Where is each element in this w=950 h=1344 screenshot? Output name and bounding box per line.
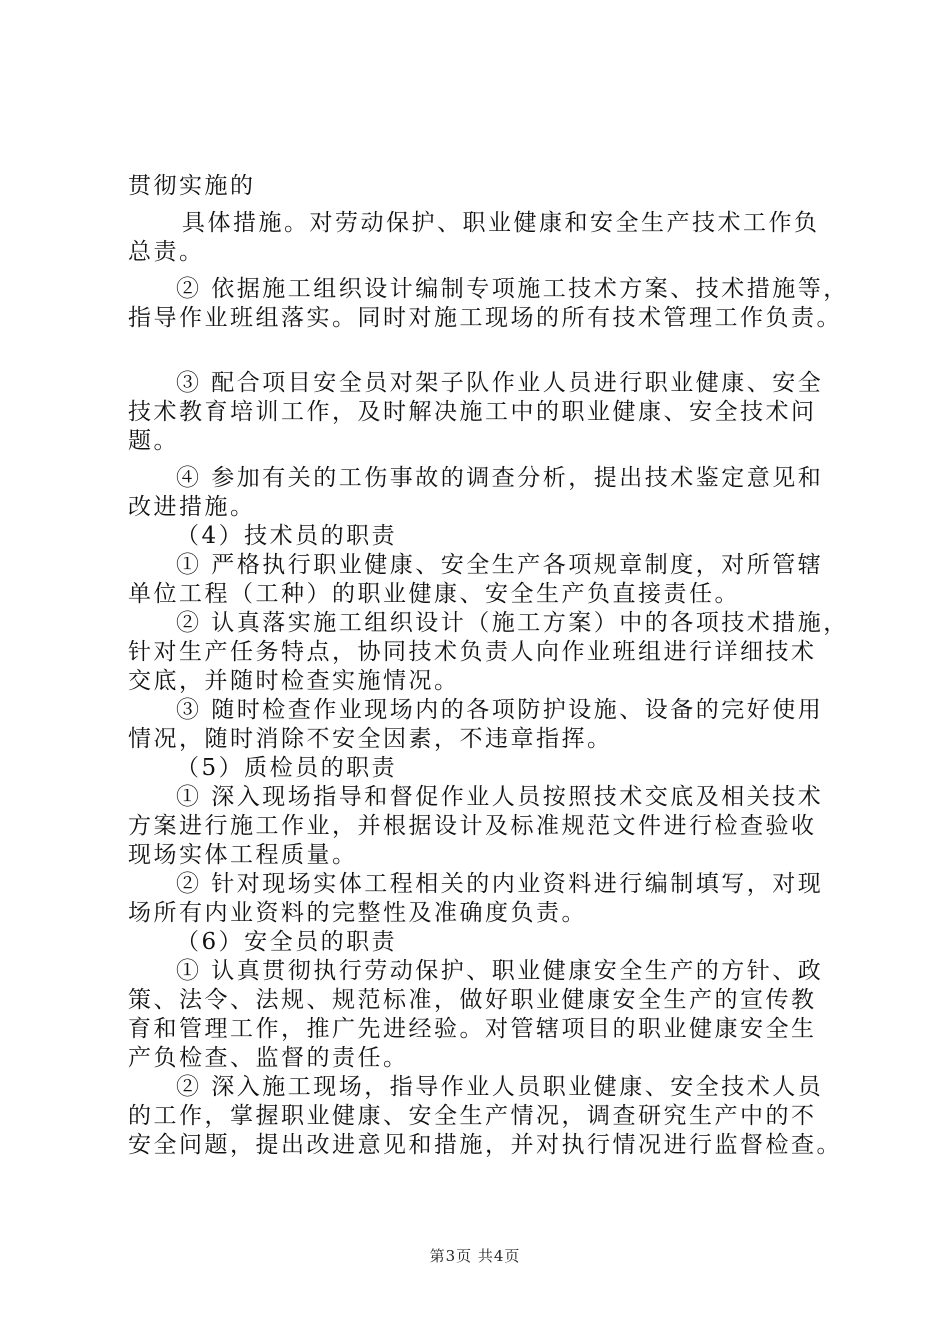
section-heading: （4）技术员的职责 [176,523,398,549]
text-line: 改进措施。 [128,494,256,520]
text-line: 现场实体工程质量。 [128,842,358,868]
text-line: ② 针对现场实体工程相关的内业资料进行编制填写，对现 [176,871,824,897]
text-line: 育和管理工作，推广先进经验。对管辖项目的职业健康安全生 [128,1016,817,1042]
text-line: 产负检查、监督的责任。 [128,1045,409,1071]
text-line: 题。 [128,428,179,454]
text-line: 贯彻实施的 [128,173,256,199]
document-body [128,172,849,1160]
text-line: ④ 参加有关的工伤事故的调查分析，提出技术鉴定意见和 [176,465,824,491]
text-line: 场所有内业资料的完整性及准确度负责。 [128,900,587,926]
text-line: ② 认真落实施工组织设计（施工方案）中的各项技术措施， [176,610,849,636]
text-line: 安全问题，提出改进意见和措施，并对执行情况进行监督检查。 [128,1132,842,1158]
section-heading: （6）安全员的职责 [176,929,398,955]
text-line: 技术教育培训工作，及时解决施工中的职业健康、安全技术问 [128,399,817,425]
text-line: 交底，并随时检查实施情况。 [128,668,460,694]
text-line: 针对生产任务特点，协同技术负责人向作业班组进行详细技术 [128,639,817,665]
text-line: ② 依据施工组织设计编制专项施工技术方案、技术措施等， [176,276,849,302]
text-line: 总责。 [128,239,205,265]
text-line: ③ 配合项目安全员对架子队作业人员进行职业健康、安全 [176,370,824,396]
text-line: ② 深入施工现场，指导作业人员职业健康、安全技术人员 [176,1074,824,1100]
text-line: ① 深入现场指导和督促作业人员按照技术交底及相关技术 [176,784,824,810]
text-line: 指导作业班组落实。同时对施工现场的所有技术管理工作负责。 [128,305,842,331]
text-line: 单位工程（工种）的职业健康、安全生产负直接责任。 [128,581,740,607]
text-line: ① 认真贯彻执行劳动保护、职业健康安全生产的方针、政 [176,958,824,984]
section-heading: （5）质检员的职责 [176,755,398,781]
text-line: 的工作，掌握职业健康、安全生产情况，调查研究生产中的不 [128,1103,817,1129]
text-line: 具体措施。对劳动保护、职业健康和安全生产技术工作负 [182,210,820,236]
text-line: ③ 随时检查作业现场内的各项防护设施、设备的完好使用 [176,697,824,723]
text-line: 策、法令、法规、规范标准，做好职业健康安全生产的宣传教 [128,987,817,1013]
page-number-footer: 第3页 共4页 [429,1247,521,1265]
text-line: ① 严格执行职业健康、安全生产各项规章制度，对所管辖 [176,552,824,578]
text-line: 方案进行施工作业，并根据设计及标准规范文件进行检查验收 [128,813,817,839]
text-line: 情况，随时消除不安全因素，不违章指挥。 [128,726,613,752]
